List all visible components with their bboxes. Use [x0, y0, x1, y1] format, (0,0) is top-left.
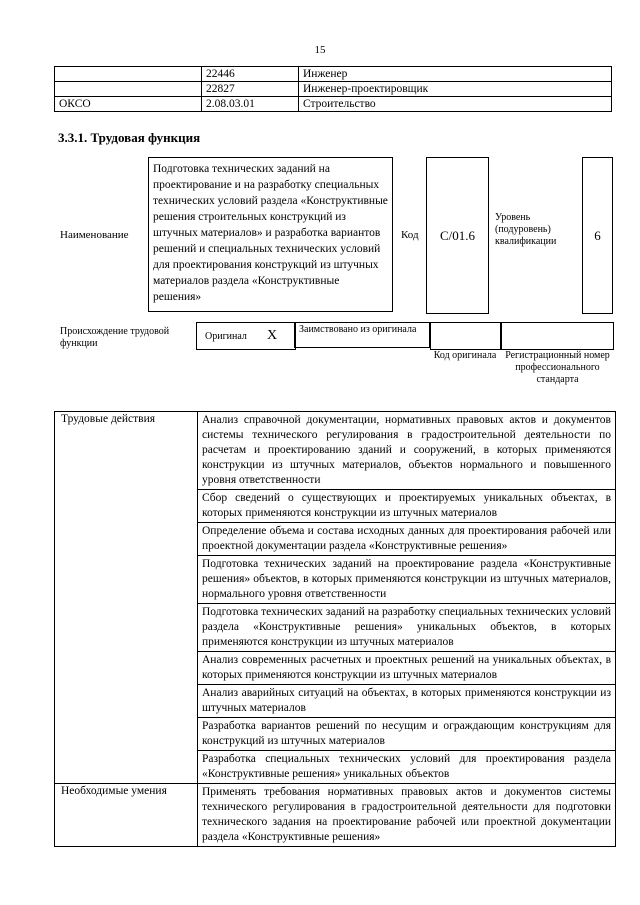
reg-number-caption: Регистрационный номер профессионального стандарта	[505, 350, 610, 385]
level-box	[582, 157, 613, 314]
table-row	[55, 412, 616, 490]
action-item: Анализ справочной документации, нормативных правовых актов и документов системы технического регулирования в градостроительной деятельности по расчетам и проектированию зданий и сооружений, в которых применяются конструкции из штучных материалов, объектов нормального и повышенного уровня ответственности	[198, 412, 616, 490]
action-item: Определение объема и состава исходных данных для проектирования рабочей или проектной документации раздела «Конструктивные решения»	[198, 523, 616, 556]
action-item: Анализ современных расчетных и проектных решений на уникальных объектах, в которых применяются конструкции из штучных материалов	[198, 652, 616, 685]
action-item: Сбор сведений о существующих и проектируемых уникальных объектах, в которых применяются конструкции из штучных материалов	[198, 490, 616, 523]
skill-item: Применять требования нормативных правовых актов и документов системы технического регулирования в градостроительной деятельности для подготовки технического задания на проектирование рабочей или проектной документации раздела «Конструктивные решения»	[198, 784, 616, 847]
okso-code: 22827	[202, 82, 299, 97]
section-heading: 3.3.1. Трудовая функция	[58, 130, 201, 145]
code-box	[426, 157, 489, 314]
action-item: Разработка вариантов решений по несущим и ограждающим конструкциям для конструкций из штучных материалов	[198, 718, 616, 751]
okso-name: Инженер-проектировщик	[299, 82, 612, 97]
actions-label: Трудовые действия	[55, 412, 198, 784]
level-label: Уровень (подуровень) квалификации	[495, 212, 557, 247]
labor-actions-table	[54, 411, 616, 847]
okso-name: Строительство	[299, 97, 612, 112]
function-name: Подготовка технических заданий на проектирование и на разработку специальных технических условий раздела «Конструктивные решения строительных конструкций из штучных материалов» и разработка вариантов решений и специальных технических условий для проектирования конструкций из штучных материалов раздела «Конструктивные решения»	[148, 157, 393, 312]
action-item: Подготовка технических заданий на разработку специальных технических условий раздела «Конструктивные решения» уникальных объектов, в которых применяются конструкции из штучных материалов	[198, 604, 616, 652]
okso-name: Инженер	[299, 67, 612, 82]
okso-cell: ОКСО	[55, 97, 202, 112]
reg-number-cell	[500, 322, 614, 350]
okso-code: 2.08.03.01	[202, 97, 299, 112]
original-mark: X	[267, 328, 278, 343]
skills-label: Необходимые умения	[55, 784, 198, 847]
table-row	[55, 67, 612, 82]
original-label: Оригинал	[205, 331, 247, 342]
table-row	[55, 97, 612, 112]
borrowed-cell: Заимствовано из оригинала	[294, 322, 430, 348]
okso-cell	[55, 82, 202, 97]
action-item: Анализ аварийных ситуаций на объектах, в которых применяются конструкции из штучных материалов	[198, 685, 616, 718]
okso-code: 22446	[202, 67, 299, 82]
original-cell	[196, 322, 296, 350]
okso-cell	[55, 67, 202, 82]
code-original-caption: Код оригинала	[433, 350, 497, 361]
table-row	[55, 784, 616, 847]
table-row	[55, 82, 612, 97]
level-value: 6	[594, 228, 601, 243]
name-label: Наименование	[60, 229, 129, 241]
code-label: Код	[401, 229, 419, 241]
action-item: Разработка специальных технических условий для проектирования раздела «Конструктивные решения» уникальных объектов	[198, 751, 616, 784]
origin-label: Происхождение трудовой функции	[60, 326, 170, 349]
action-item: Подготовка технических заданий на проектирование раздела «Конструктивные решения» объектов, в которых применяются конструкции из штучных материалов, нормального уровня ответственности	[198, 556, 616, 604]
code-value: С/01.6	[439, 228, 476, 243]
page-number: 15	[314, 44, 326, 56]
okso-table	[54, 66, 612, 112]
code-origin-cell	[430, 322, 502, 350]
